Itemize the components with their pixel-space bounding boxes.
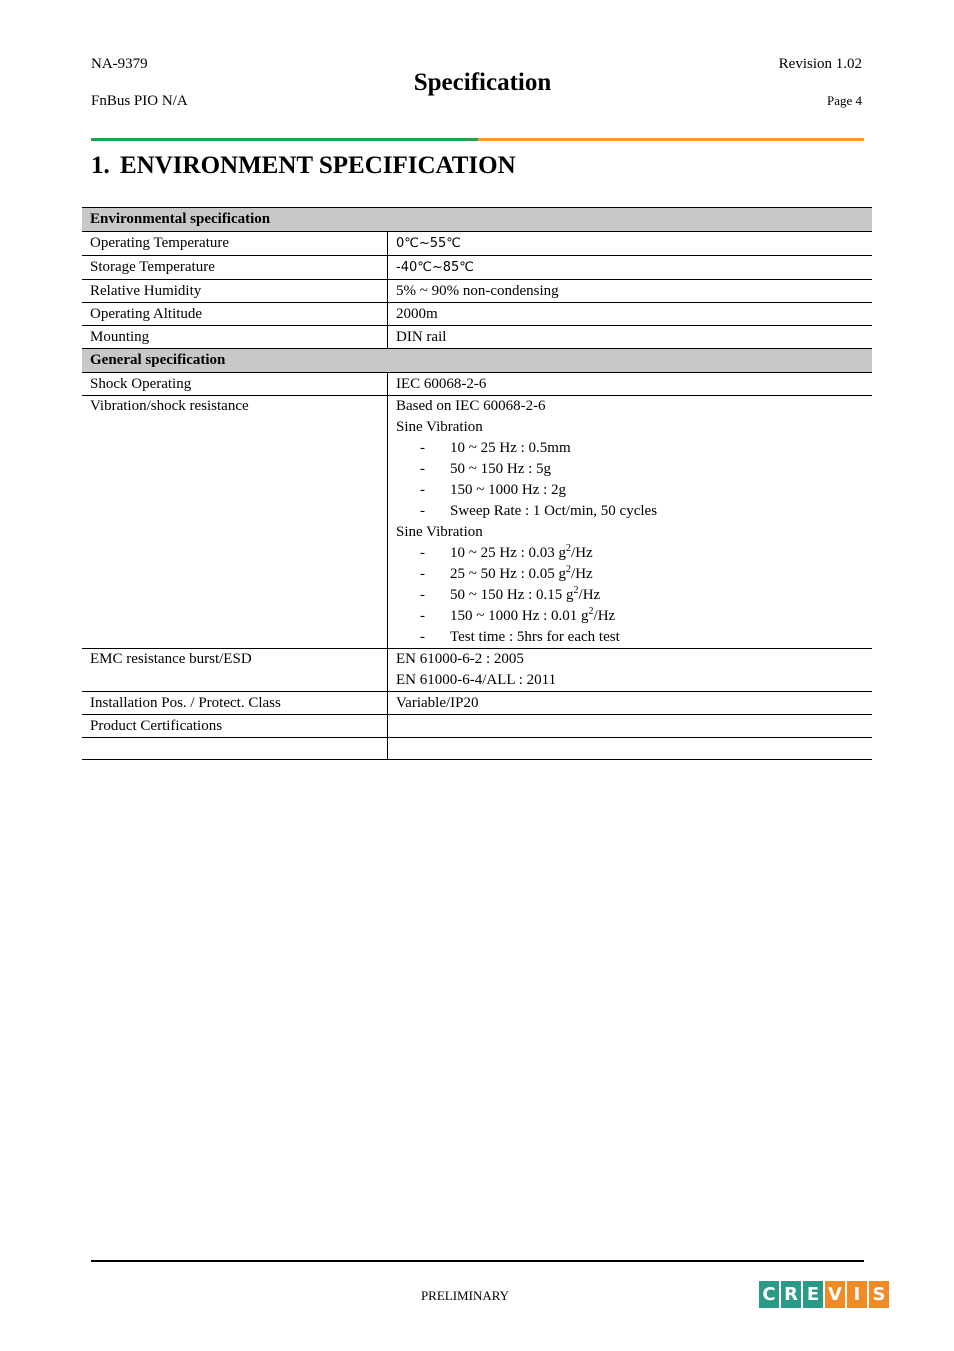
row-label: Storage Temperature	[82, 256, 388, 280]
env-spec-header: Environmental specification	[82, 208, 872, 232]
row-label: Operating Altitude	[82, 303, 388, 326]
list-item: - 50 ~ 150 Hz : 5g	[420, 461, 552, 477]
crevis-logo	[759, 1281, 889, 1308]
section-title: ENVIRONMENT SPECIFICATION	[120, 152, 516, 179]
vibration-group-title: Sine Vibration	[396, 524, 483, 540]
table-row	[82, 715, 872, 738]
list-item: - Sweep Rate : 1 Oct/min, 50 cycles	[420, 503, 658, 519]
logo-letter: R	[781, 1281, 801, 1308]
row-label: Mounting	[82, 326, 388, 349]
list-item: - 25 ~ 50 Hz : 0.05 $g^2/Hz$	[420, 564, 593, 582]
row-value: Variable/IP20	[388, 692, 873, 715]
table-row	[82, 396, 872, 649]
logo-letter: C	[759, 1281, 779, 1308]
table-row-empty	[82, 738, 872, 760]
row-label: Operating Temperature	[82, 232, 388, 256]
logo-letter: I	[847, 1281, 867, 1308]
spec-table	[82, 207, 872, 760]
row-value: 5% ~ 90% non-condensing	[388, 280, 873, 303]
product-name: FnBus PIO N/A	[91, 93, 188, 109]
row-label: EMC resistance burst/ESD	[82, 649, 388, 692]
row-label: Vibration/shock resistance	[82, 396, 388, 649]
list-item: - 50 ~ 150 Hz : 0.15 $g^2/Hz$	[420, 585, 601, 603]
table-row	[82, 326, 872, 349]
list-item: - 150 ~ 1000 Hz : 0.01 $g^2/Hz$	[420, 606, 616, 624]
table-row	[82, 373, 872, 396]
row-value: DIN rail	[388, 326, 873, 349]
table-group-header	[82, 208, 872, 232]
list-item: - 10 ~ 25 Hz : 0.03 $g^2/Hz$	[420, 543, 593, 561]
footer-rule	[91, 1260, 864, 1262]
table-row	[82, 256, 872, 280]
row-value	[388, 715, 873, 738]
row-label: Relative Humidity	[82, 280, 388, 303]
logo-letter: V	[825, 1281, 845, 1308]
document-title: Specification	[413, 69, 552, 96]
row-label: Installation Pos. / Protect. Class	[82, 692, 388, 715]
row-value: -40℃~85℃	[388, 256, 873, 280]
table-row	[82, 232, 872, 256]
doc-number: NA-9379	[91, 56, 148, 72]
row-label: Shock Operating	[82, 373, 388, 396]
row-label: Product Certifications	[82, 715, 388, 738]
revision-label: Revision 1.02	[778, 56, 862, 72]
vibration-intro: Based on IEC 60068-2-6	[396, 398, 546, 414]
header-rule-orange	[478, 138, 864, 141]
list-item: - 10 ~ 25 Hz : 0.5mm	[420, 440, 571, 456]
row-value: EN 61000-6-2 : 2005 EN 61000-6-4/ALL : 2011	[388, 649, 873, 692]
logo-letter: E	[803, 1281, 823, 1308]
table-group-header	[82, 349, 872, 373]
table-row	[82, 692, 872, 715]
general-spec-header: General specification	[82, 349, 872, 373]
row-value: 0℃~55℃	[388, 232, 873, 256]
row-value: 2000m	[388, 303, 873, 326]
logo-letter: S	[869, 1281, 889, 1308]
list-item: - Test time : 5hrs for each test	[420, 629, 620, 645]
list-item: - 150 ~ 1000 Hz : 2g	[420, 482, 567, 498]
row-value: IEC 60068-2-6	[388, 373, 873, 396]
section-heading	[91, 152, 516, 180]
vibration-values	[388, 396, 873, 649]
table-row	[82, 303, 872, 326]
row-value	[388, 738, 873, 760]
page-number: Page 4	[826, 93, 862, 108]
table-row	[82, 280, 872, 303]
table-row	[82, 649, 872, 692]
vibration-group-title: Sine Vibration	[396, 419, 483, 435]
section-number: 1.	[91, 152, 110, 179]
row-label	[82, 738, 388, 760]
footer-status: PRELIMINARY	[420, 1288, 510, 1303]
header-rule-green	[91, 138, 478, 141]
